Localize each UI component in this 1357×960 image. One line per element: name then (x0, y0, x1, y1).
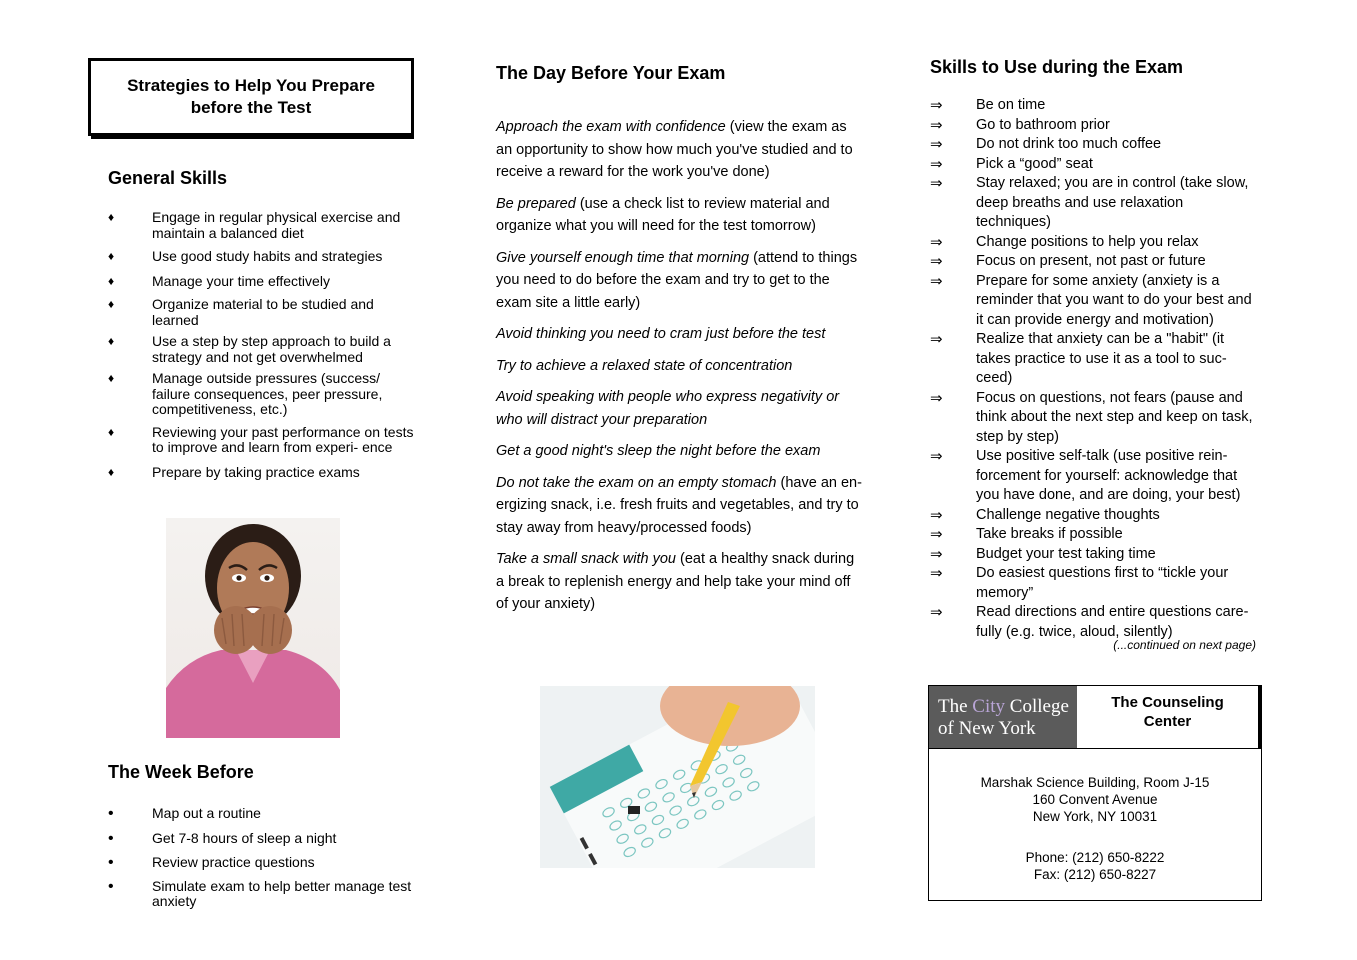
list-item: ⇒ Budget your test taking time (930, 545, 1156, 563)
tip-paragraph: Approach the exam with confidence (view the exam as an opportunity to show how much you've studied and to receive a reward for the work you've done) (496, 119, 853, 180)
tip-paragraph: Get a good night's sleep the night before the exam (496, 443, 821, 459)
tip-paragraph: Avoid speaking with people who express negativity or who will distract your preparation (496, 389, 840, 428)
double-arrow-icon: ⇒ (930, 233, 943, 251)
list-item: • Review practice questions (108, 854, 315, 871)
dot-bullet-icon: • (108, 829, 114, 847)
list-item: ♦ Organize material to be studied and learned (108, 296, 374, 328)
list-item: ⇒ Stay relaxed; you are in control (take slow, deep breaths and use relaxation techniques) (930, 175, 1249, 230)
anxious-woman-illustration (166, 518, 340, 738)
double-arrow-icon: ⇒ (930, 389, 943, 407)
double-arrow-icon: ⇒ (930, 545, 943, 563)
week-before-list (108, 805, 414, 910)
double-arrow-icon: ⇒ (930, 565, 943, 582)
phone-number: Phone: (212) 650-8222 (1025, 850, 1165, 865)
list-item: ⇒ Do not drink too much coffee (930, 136, 1162, 153)
list-item: ⇒ Prepare for some anxiety (anxiety is a reminder that you want to do your best and it can provide energy and motivation) (930, 272, 1252, 328)
double-arrow-icon: ⇒ (930, 526, 943, 543)
brochure-title-box (88, 58, 414, 136)
tip-paragraph: Give yourself enough time that morning (attend to things you need to do before the exam and try to get to the exam site a little early) (496, 249, 858, 311)
list-item: ♦ Reviewing your past performance on tests to improve and learn from experi- ence (108, 423, 414, 455)
fax-number: Fax: (212) 650-8227 (1033, 867, 1157, 882)
diamond-bullet-icon: ♦ (108, 297, 115, 311)
general-skills-list (108, 209, 414, 480)
dot-bullet-icon: • (108, 877, 114, 895)
list-item: ⇒ Pick a “good” seat (930, 155, 1093, 173)
anxious-woman-photo (166, 518, 340, 738)
address-block: Marshak Science Building, Room J-15 160 Convent Avenue New York, NY 10031 (980, 775, 1210, 824)
tip-paragraph: Do not take the exam on an empty stomach (have an en- ergizing snack, i.e. fresh fruits and vegetables, and try to stay away from heavy/processed foods) (496, 474, 862, 536)
double-arrow-icon: ⇒ (930, 155, 943, 173)
tip-paragraph: Try to achieve a relaxed state of concentration (496, 357, 793, 374)
dot-bullet-icon: • (108, 854, 114, 871)
double-arrow-icon: ⇒ (930, 331, 943, 348)
list-item: ♦ Manage outside pressures (success/ failure consequences, peer pressure, competitiveness, etc.) (108, 370, 383, 417)
list-item: ♦ Use good study habits and strategies (108, 248, 383, 264)
general-skills-heading: General Skills (108, 168, 228, 188)
list-item: ⇒ Realize that anxiety can be a "habit" (it takes practice to use it as a tool to suc- ceed) (930, 331, 1227, 386)
during-exam-list (930, 96, 1262, 642)
double-arrow-icon: ⇒ (930, 175, 943, 192)
answer-sheet-illustration (540, 686, 815, 868)
during-exam-heading: Skills to Use during the Exam (930, 57, 1184, 77)
continued-note: (...continued on next page) (1113, 638, 1256, 652)
double-arrow-icon: ⇒ (930, 506, 943, 524)
list-item: ⇒ Focus on questions, not fears (pause and think about the next step and keep on task, step by step) (930, 389, 1253, 445)
week-before-heading: The Week Before (108, 762, 254, 782)
list-item: ♦ Engage in regular physical exercise and maintain a balanced diet (108, 209, 401, 241)
double-arrow-icon: ⇒ (930, 97, 943, 114)
contact-card-header (929, 686, 1261, 749)
diamond-bullet-icon: ♦ (108, 464, 115, 479)
ccny-logo: The City College of New York (929, 686, 1077, 748)
diamond-bullet-icon: ♦ (108, 424, 115, 439)
phone-fax-block (929, 849, 1261, 883)
double-arrow-icon: ⇒ (930, 116, 943, 134)
title-box-shadow (91, 136, 414, 139)
list-item: ⇒ Use positive self-talk (use positive rein- forcement for yourself: acknowledge that you have done, and are doing, your best) (930, 448, 1241, 503)
counseling-center-name: The Counseling Center (1077, 686, 1261, 748)
answer-sheet-pencil-photo (540, 686, 815, 868)
dot-bullet-icon: • (108, 805, 114, 822)
double-arrow-icon: ⇒ (930, 604, 943, 621)
day-before-paragraphs (496, 116, 866, 616)
diamond-bullet-icon: ♦ (108, 334, 115, 348)
list-item: ⇒ Do easiest questions first to “tickle your memory” (930, 565, 1229, 601)
title-line-1: Strategies to Help You Prepare (127, 76, 375, 95)
list-item: ⇒ Read directions and entire questions care- fully (e.g. twice, aloud, silently) (930, 604, 1249, 640)
list-item: ⇒ Focus on present, not past or future (930, 253, 1206, 270)
diamond-bullet-icon: ♦ (108, 273, 115, 288)
list-item: ⇒ Take breaks if possible (930, 526, 1123, 543)
diamond-bullet-icon: ♦ (108, 249, 115, 263)
list-item: ⇒ Change positions to help you relax (930, 233, 1199, 251)
diamond-bullet-icon: ♦ (108, 371, 115, 385)
list-item: • Simulate exam to help better manage test anxiety (108, 877, 412, 909)
title-line-2: before the Test (190, 98, 312, 117)
list-item: ♦ Use a step by step approach to build a strategy and not get overwhelmed (108, 333, 391, 365)
list-item: • Get 7-8 hours of sleep a night (108, 829, 337, 847)
contact-card (928, 685, 1262, 901)
list-item: ♦ Manage your time effectively (108, 272, 330, 289)
list-item: ⇒ Be on time (930, 97, 1046, 114)
list-item: • Map out a routine (108, 805, 261, 822)
day-before-heading: The Day Before Your Exam (496, 63, 726, 83)
list-item: ♦ Prepare by taking practice exams (108, 463, 360, 480)
double-arrow-icon: ⇒ (930, 448, 943, 465)
double-arrow-icon: ⇒ (930, 272, 943, 290)
tip-paragraph: Take a small snack with you (eat a healthy snack during a break to replenish energy and help take your mind off of your anxiety) (496, 551, 855, 612)
double-arrow-icon: ⇒ (930, 253, 943, 270)
diamond-bullet-icon: ♦ (108, 210, 115, 224)
tip-paragraph: Avoid thinking you need to cram just before the test (496, 326, 826, 342)
list-item: ⇒ Go to bathroom prior (930, 116, 1110, 134)
double-arrow-icon: ⇒ (930, 136, 943, 153)
list-item: ⇒ Challenge negative thoughts (930, 506, 1160, 524)
tip-paragraph: Be prepared (use a check list to review material and organize what you will need for the test tomorrow) (496, 195, 830, 234)
